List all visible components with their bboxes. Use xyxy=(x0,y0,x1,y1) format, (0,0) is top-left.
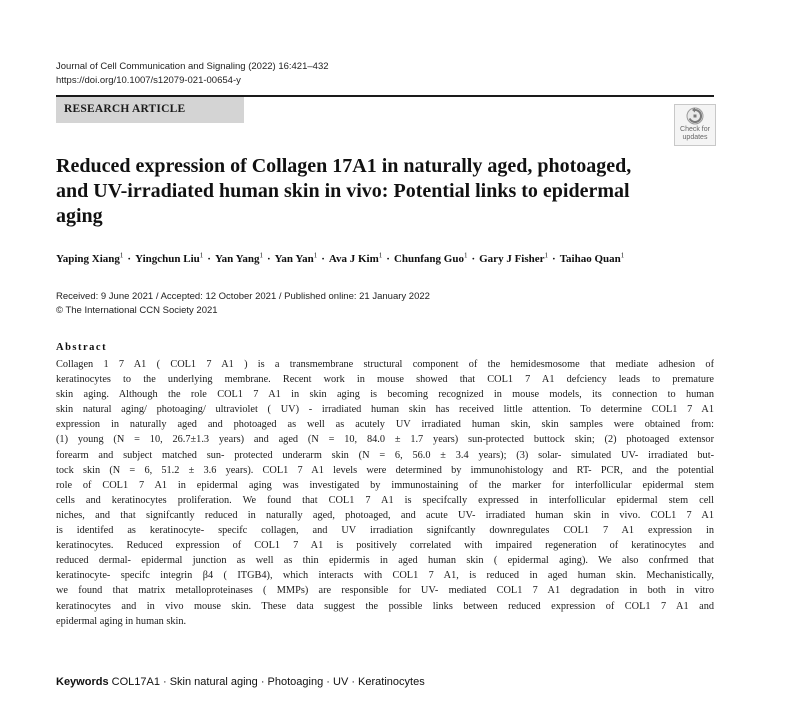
article-type-label: RESEARCH ARTICLE xyxy=(64,103,186,115)
journal-header xyxy=(56,60,329,88)
check-for-updates-icon xyxy=(686,107,704,125)
abstract-line: keratinocytes to the underlying membrane. Recent work in mouse showed that COL1 7 A1 defciency leads to premature xyxy=(56,374,714,386)
abstract-line: we found that matrix metalloproteinases ( MMPs) are responsible for UV- mediated COL1 7 A1 degradation in both in vitro xyxy=(56,585,714,597)
keywords-list: COL17A1 · Skin natural aging · Photoaging · UV · Keratinocytes xyxy=(111,676,425,688)
check-for-updates-button[interactable] xyxy=(674,104,716,146)
author-separator: · xyxy=(321,252,325,265)
abstract-line: reduced dermal- epidermal junction as well as thin epidermis in aged human skin ( epidermal aging). We also confrmed that xyxy=(56,555,714,567)
author-name[interactable]: Yingchun Liu$^1$ xyxy=(135,251,204,265)
author-separator: · xyxy=(552,252,556,265)
author-separator: · xyxy=(127,252,132,265)
publication-history xyxy=(56,290,430,318)
author-name[interactable]: Yan Yang$^1$ xyxy=(214,251,263,265)
abstract-line: keratinocytes. Reduced expression of COL1 7 A1 is positively correlated with impaired regeneration of keratinocytes and xyxy=(56,540,714,552)
abstract-line: role of COL1 7 A1 in epidermal aging was investigated by immunostaining of the marker for interfollicular epidermal stem xyxy=(56,479,714,491)
author-separator: · xyxy=(386,252,390,265)
abstract-line: Collagen 1 7 A1 ( COL1 7 A1 ) is a transmembrane structural component of the hemidesmosome that mediate adhesion of xyxy=(56,359,714,370)
doi-link[interactable]: https://doi.org/10.1007/s12079-021-00654-y xyxy=(56,75,241,86)
author-name[interactable]: Ava J Kim$^1$ xyxy=(328,251,383,265)
author-separator: · xyxy=(266,252,271,265)
title-line: Reduced expression of Collagen 17A1 in naturally aged, photoaged, xyxy=(56,155,632,177)
copyright-notice: © The International CCN Society 2021 xyxy=(56,305,218,316)
abstract-line: niches, and that signifcantly reduced in naturally aged, photoaged, and acute UV- irradiated human skin in vivo. COL1 7 A1 xyxy=(56,509,714,521)
keywords-section xyxy=(56,676,425,688)
abstract-line: (1) young (N = 10, 26.7±1.3 years) and aged (N = 10, 84.0 ± 1.7 years) sun-protected buttock skin; (2) photoaged extensor xyxy=(56,434,714,446)
title-line: aging xyxy=(56,205,103,227)
check-for-updates-label: Check for updates xyxy=(680,126,710,141)
abstract-line: tock skin (N = 6, 51.2 ± 3.6 years). COL1 7 A1 levels were determined by immunohistology and RT- PCR, and the potential xyxy=(56,464,714,476)
abstract-line: is identifed as keratinocyte- specifc collagen, and UV irradiation signifcantly downregulates COL1 7 A1 expression in xyxy=(56,525,714,537)
author-name[interactable]: Taihao Quan$^1$ xyxy=(559,251,625,265)
abstract-line: skin natural aging/ photoaging/ ultraviolet ( UV) - irradiated human skin has received little attention. To determine COL1 7 A1 xyxy=(56,404,714,416)
author-separator: · xyxy=(207,252,211,265)
journal-citation: Journal of Cell Communication and Signaling (2022) 16:421–432 xyxy=(56,61,329,72)
title-line: and UV-irradiated human skin in vivo: Potential links to epidermal xyxy=(56,180,630,202)
abstract-line: keratinocytes and in vivo mouse skin. These data suggest the possible links between reduced expression of COL1 7 A1 and xyxy=(56,600,714,612)
author-name[interactable]: Gary J Fisher$^1$ xyxy=(479,251,549,265)
author-name[interactable]: Yan Yan$^1$ xyxy=(274,251,318,265)
article-type-banner xyxy=(56,97,244,123)
abstract-heading: Abstract xyxy=(56,342,108,353)
keywords-label: Keywords xyxy=(56,676,109,688)
publication-dates: Received: 9 June 2021 / Accepted: 12 October 2021 / Published online: 21 January 2022 xyxy=(56,291,430,302)
author-name[interactable]: Chunfang Guo$^1$ xyxy=(393,251,468,265)
abstract-line: keratinocyte- specifc integrin β4 ( ITGB4), which interacts with COL1 7 A1, is reduced in aged human skin. Mechanistically, xyxy=(56,570,714,582)
article-title xyxy=(56,154,676,229)
abstract-line: epidermal aging in human skin. xyxy=(56,615,187,627)
abstract-line: skin aging. Although the role COL1 7 A1 in skin aging is becoming recognized in mouse models, its connection to human xyxy=(56,389,714,401)
author-separator: · xyxy=(471,252,476,265)
abstract-body xyxy=(56,357,714,629)
abstract-line: forearm and subject matched sun- protected underarm skin (N = 6, 56.0 ± 3.4 years); (3) solar- simulated UV- irradiated but- xyxy=(56,449,714,461)
abstract-line: cells and keratinocytes proliferation. We found that COL1 7 A1 is specifcally expressed in interfollicular epidermal stem cell xyxy=(56,494,714,506)
abstract-line: expression in naturally aged and photoaged as well as acutely UV irradiated human skin, skin samples were obtained from: xyxy=(56,419,714,431)
author-name[interactable]: Yaping Xiang$^1$ xyxy=(56,251,124,265)
author-list xyxy=(56,251,736,265)
